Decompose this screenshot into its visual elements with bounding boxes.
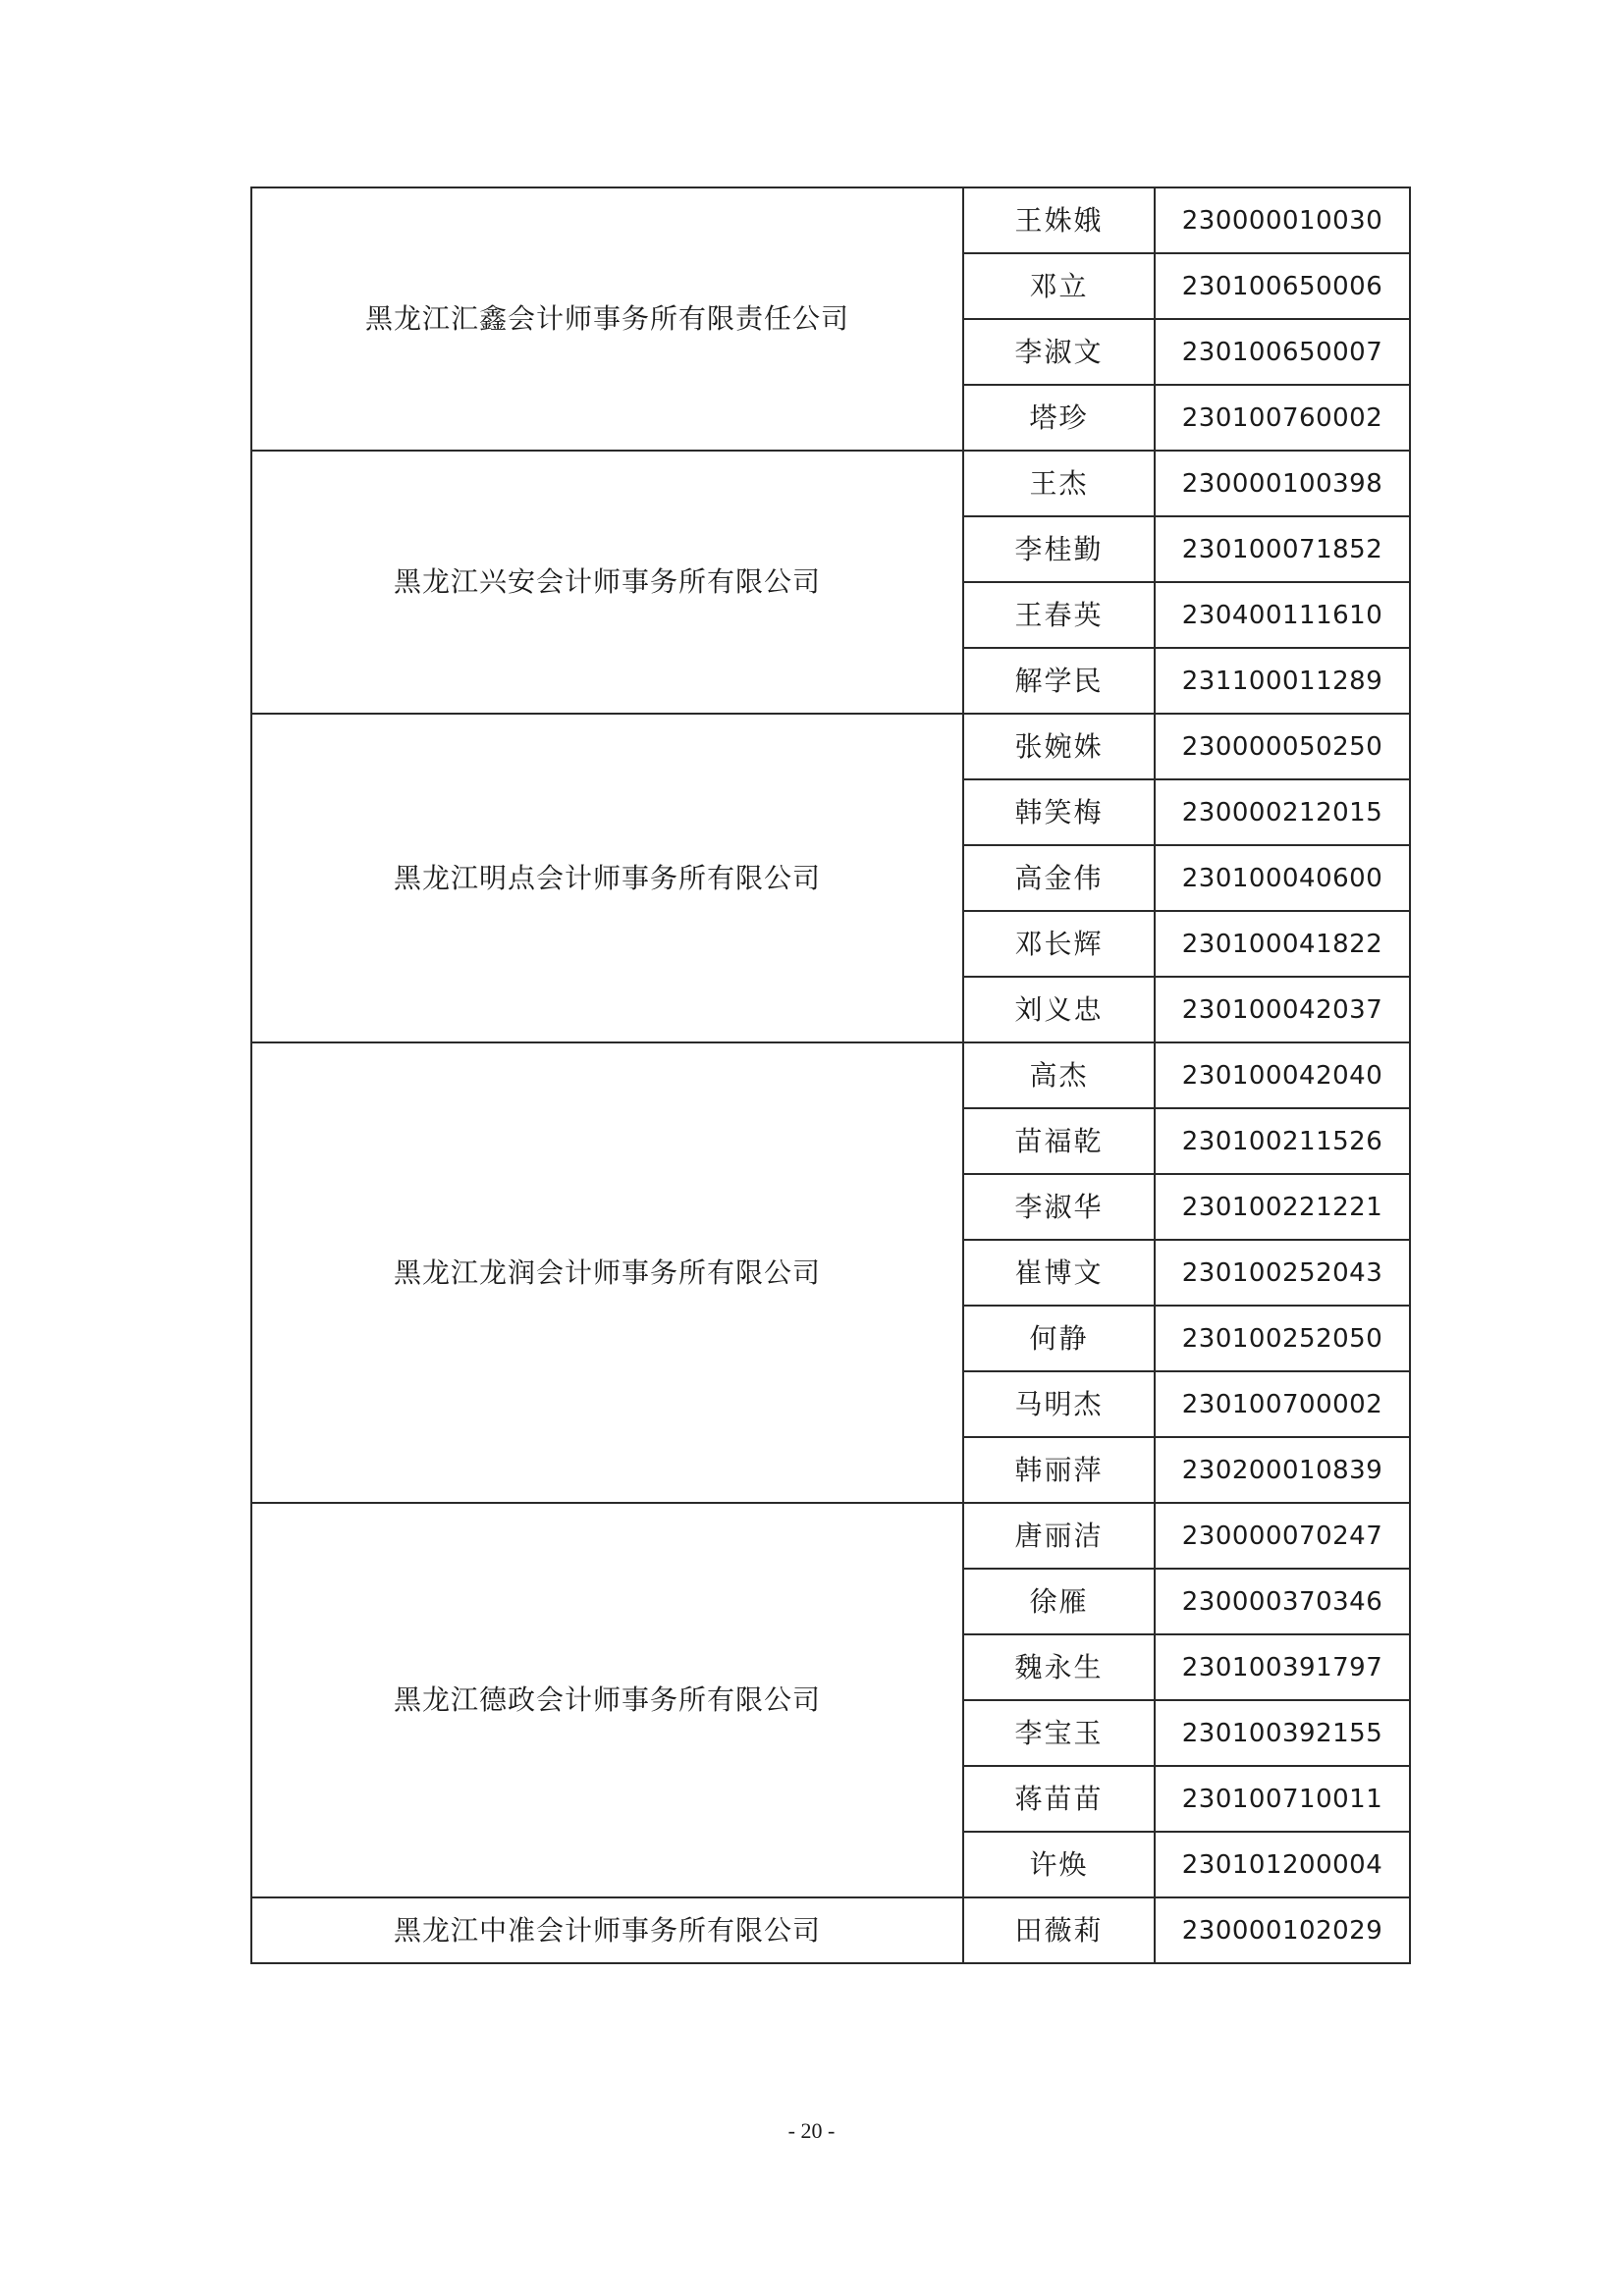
cpa-certificate-number-cell: 230101200004: [1155, 1832, 1410, 1897]
cpa-name-cell: 田薇莉: [963, 1897, 1155, 1963]
cpa-name-cell: 徐雁: [963, 1569, 1155, 1634]
cpa-name-cell: 邓长辉: [963, 911, 1155, 977]
cpa-certificate-number-cell: 231100011289: [1155, 648, 1410, 714]
cpa-certificate-number-cell: 230100042037: [1155, 977, 1410, 1042]
firm-name-cell: 黑龙江中准会计师事务所有限公司: [251, 1897, 963, 1963]
cpa-name-cell: 韩丽萍: [963, 1437, 1155, 1503]
cpa-certificate-number-cell: 230100040600: [1155, 845, 1410, 911]
cpa-certificate-number-cell: 230100391797: [1155, 1634, 1410, 1700]
cpa-name-cell: 解学民: [963, 648, 1155, 714]
cpa-name-cell: 魏永生: [963, 1634, 1155, 1700]
cpa-certificate-number-cell: 230000370346: [1155, 1569, 1410, 1634]
firm-name-cell: 黑龙江兴安会计师事务所有限公司: [251, 451, 963, 714]
firm-name-cell: 黑龙江龙润会计师事务所有限公司: [251, 1042, 963, 1503]
cpa-name-cell: 何静: [963, 1306, 1155, 1371]
cpa-certificate-number-cell: 230100071852: [1155, 516, 1410, 582]
cpa-name-cell: 李淑文: [963, 319, 1155, 385]
cpa-certificate-number-cell: 230000212015: [1155, 779, 1410, 845]
table-row: [251, 1897, 1410, 1963]
cpa-certificate-number-cell: 230000070247: [1155, 1503, 1410, 1569]
cpa-certificate-number-cell: 230000010030: [1155, 187, 1410, 253]
cpa-certificate-number-cell: 230100700002: [1155, 1371, 1410, 1437]
cpa-certificate-number-cell: 230000102029: [1155, 1897, 1410, 1963]
table-body: [251, 187, 1410, 1963]
cpa-certificate-number-cell: 230100650006: [1155, 253, 1410, 319]
cpa-certificate-number-cell: 230100252043: [1155, 1240, 1410, 1306]
cpa-name-cell: 高杰: [963, 1042, 1155, 1108]
cpa-certificate-number-cell: 230100211526: [1155, 1108, 1410, 1174]
cpa-certificate-number-cell: 230100221221: [1155, 1174, 1410, 1240]
table-row: [251, 1503, 1410, 1569]
cpa-certificate-number-cell: 230100041822: [1155, 911, 1410, 977]
cpa-certificate-number-cell: 230100042040: [1155, 1042, 1410, 1108]
cpa-certificate-number-cell: 230100760002: [1155, 385, 1410, 451]
cpa-name-cell: 邓立: [963, 253, 1155, 319]
cpa-name-cell: 王姝娥: [963, 187, 1155, 253]
cpa-certificate-number-cell: 230100392155: [1155, 1700, 1410, 1766]
cpa-name-cell: 王春英: [963, 582, 1155, 648]
cpa-name-cell: 李桂勤: [963, 516, 1155, 582]
firm-name-cell: 黑龙江汇鑫会计师事务所有限责任公司: [251, 187, 963, 451]
table-row: [251, 1042, 1410, 1108]
cpa-name-cell: 李淑华: [963, 1174, 1155, 1240]
firm-name-cell: 黑龙江明点会计师事务所有限公司: [251, 714, 963, 1042]
cpa-name-cell: 高金伟: [963, 845, 1155, 911]
table-row: [251, 451, 1410, 516]
cpa-certificate-number-cell: 230200010839: [1155, 1437, 1410, 1503]
cpa-certificate-number-cell: 230100650007: [1155, 319, 1410, 385]
cpa-certificate-number-cell: 230000050250: [1155, 714, 1410, 779]
cpa-name-cell: 塔珍: [963, 385, 1155, 451]
cpa-name-cell: 唐丽洁: [963, 1503, 1155, 1569]
cpa-name-cell: 张婉姝: [963, 714, 1155, 779]
page-number: - 20 -: [787, 2118, 836, 2143]
cpa-name-cell: 韩笑梅: [963, 779, 1155, 845]
cpa-name-cell: 王杰: [963, 451, 1155, 516]
cpa-name-cell: 李宝玉: [963, 1700, 1155, 1766]
cpa-name-cell: 蒋苗苗: [963, 1766, 1155, 1832]
cpa-certificate-number-cell: 230100710011: [1155, 1766, 1410, 1832]
cpa-name-cell: 苗福乾: [963, 1108, 1155, 1174]
cpa-name-cell: 许焕: [963, 1832, 1155, 1897]
table-row: [251, 714, 1410, 779]
cpa-name-cell: 刘义忠: [963, 977, 1155, 1042]
cpa-name-cell: 崔博文: [963, 1240, 1155, 1306]
cpa-registration-table: [250, 187, 1411, 1964]
cpa-certificate-number-cell: 230400111610: [1155, 582, 1410, 648]
cpa-certificate-number-cell: 230100252050: [1155, 1306, 1410, 1371]
firm-name-cell: 黑龙江德政会计师事务所有限公司: [251, 1503, 963, 1897]
cpa-name-cell: 马明杰: [963, 1371, 1155, 1437]
cpa-certificate-number-cell: 230000100398: [1155, 451, 1410, 516]
table-row: [251, 187, 1410, 253]
